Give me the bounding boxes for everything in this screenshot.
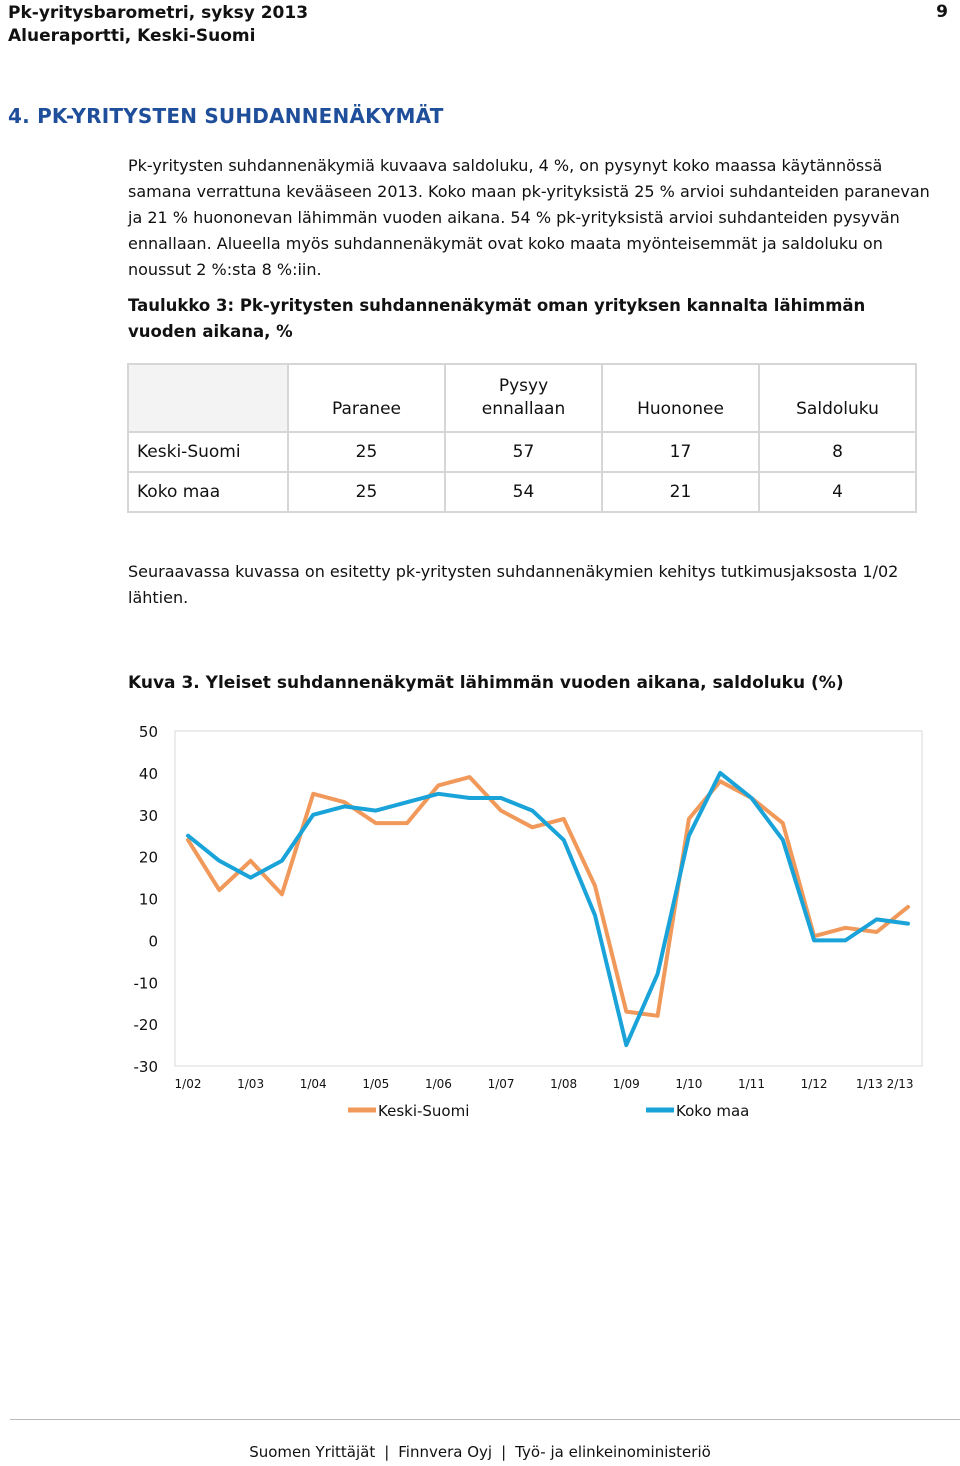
table-cell: 25 bbox=[288, 432, 445, 472]
row-label: Koko maa bbox=[128, 472, 288, 512]
x-tick-label: 1/09 bbox=[612, 1077, 640, 1091]
y-tick-label: 40 bbox=[138, 764, 158, 783]
intro-paragraph: Pk-yritysten suhdannenäkymiä kuvaava saldoluku, 4 %, on pysynyt koko maassa käytännössä samana verrattuna kevääseen 2013. Koko maan pk-yrityksistä 25 % arvioi suhdanteiden paranevan ja 21 % huononevan lähimmän vuoden aikana. 54 % pk-yrityksistä arvioi suhdanteiden pysyvän ennallaan. Alueella myös suhdannenäkymät ovat koko maata myönteisemmät ja saldoluku on noussut 2 %:sta 8 %:iin. bbox=[128, 156, 930, 279]
x-tick-label: 1/10 bbox=[675, 1077, 703, 1091]
table-header-row bbox=[128, 364, 916, 432]
header-title: Pk-yritysbarometri, syksy 2013 bbox=[8, 3, 309, 23]
column-header: Saldoluku bbox=[759, 364, 916, 432]
x-tick-label: 1/05 bbox=[362, 1077, 390, 1091]
figure-title: Kuva 3. Yleiset suhdannenäkymät lähimmän vuoden aikana, saldoluku (%) bbox=[128, 673, 844, 693]
footer-separator: | bbox=[501, 1443, 507, 1461]
y-tick-label: -30 bbox=[133, 1058, 158, 1076]
row-label: Keski-Suomi bbox=[128, 432, 288, 472]
x-tick-label: 1/07 bbox=[487, 1077, 515, 1091]
table-cell: 57 bbox=[445, 432, 602, 472]
x-tick-label: 1/13 2/13 bbox=[855, 1077, 914, 1091]
x-tick-label: 1/08 bbox=[550, 1077, 578, 1091]
y-tick-label: 10 bbox=[138, 890, 158, 909]
y-tick-label: -10 bbox=[133, 974, 158, 993]
line-chart bbox=[120, 716, 940, 1136]
y-tick-label: 30 bbox=[138, 806, 158, 825]
chart-intro-paragraph: Seuraavassa kuvassa on esitetty pk-yritysten suhdannenäkymien kehitys tutkimusjaksosta 1/02 lähtien. bbox=[128, 562, 899, 607]
table-cell: 4 bbox=[759, 472, 916, 512]
x-tick-label: 1/11 bbox=[738, 1077, 765, 1091]
footer-item: Finnvera Oyj bbox=[398, 1443, 493, 1461]
legend-label: Koko maa bbox=[676, 1102, 750, 1120]
x-tick-label: 1/03 bbox=[237, 1077, 265, 1091]
footer bbox=[0, 1443, 960, 1461]
footer-divider bbox=[10, 1419, 960, 1420]
table-cell: 54 bbox=[445, 472, 602, 512]
table-caption: Taulukko 3: Pk-yritysten suhdannenäkymät oman yrityksen kannalta lähimmän vuoden aikana, % bbox=[128, 296, 866, 341]
footer-item: Työ- ja elinkeinoministeriö bbox=[515, 1443, 711, 1461]
table-cell: 25 bbox=[288, 472, 445, 512]
footer-separator: | bbox=[384, 1443, 390, 1461]
x-tick-label: 1/12 bbox=[800, 1077, 828, 1091]
column-header: Paranee bbox=[288, 364, 445, 432]
y-tick-label: 20 bbox=[138, 848, 158, 867]
y-tick-label: 0 bbox=[148, 932, 158, 951]
table-cell: 8 bbox=[759, 432, 916, 472]
column-header bbox=[445, 364, 602, 432]
header-subtitle: Alueraportti, Keski-Suomi bbox=[8, 26, 256, 46]
page-number: 9 bbox=[936, 2, 948, 22]
footer-item: Suomen Yrittäjät bbox=[249, 1443, 376, 1461]
column-header-label: Pysyy ennallaan bbox=[481, 376, 566, 419]
plot-area-border bbox=[175, 731, 922, 1066]
table-cell: 21 bbox=[602, 472, 759, 512]
y-tick-label: -20 bbox=[133, 1016, 158, 1035]
column-header: Huononee bbox=[602, 364, 759, 432]
table-corner-cell bbox=[128, 364, 288, 432]
running-header bbox=[8, 2, 308, 48]
table-cell: 17 bbox=[602, 432, 759, 472]
legend-label: Keski-Suomi bbox=[378, 1102, 470, 1120]
x-tick-label: 1/06 bbox=[424, 1077, 452, 1091]
x-tick-label: 1/02 bbox=[174, 1077, 202, 1091]
outlook-table bbox=[127, 363, 917, 513]
x-tick-label: 1/04 bbox=[299, 1077, 327, 1091]
section-heading: 4. PK-YRITYSTEN SUHDANNENÄKYMÄT bbox=[8, 104, 444, 128]
series-line-koko-maa bbox=[188, 773, 908, 1045]
table-row bbox=[128, 472, 916, 512]
y-tick-label: 50 bbox=[138, 723, 158, 741]
table-row bbox=[128, 432, 916, 472]
